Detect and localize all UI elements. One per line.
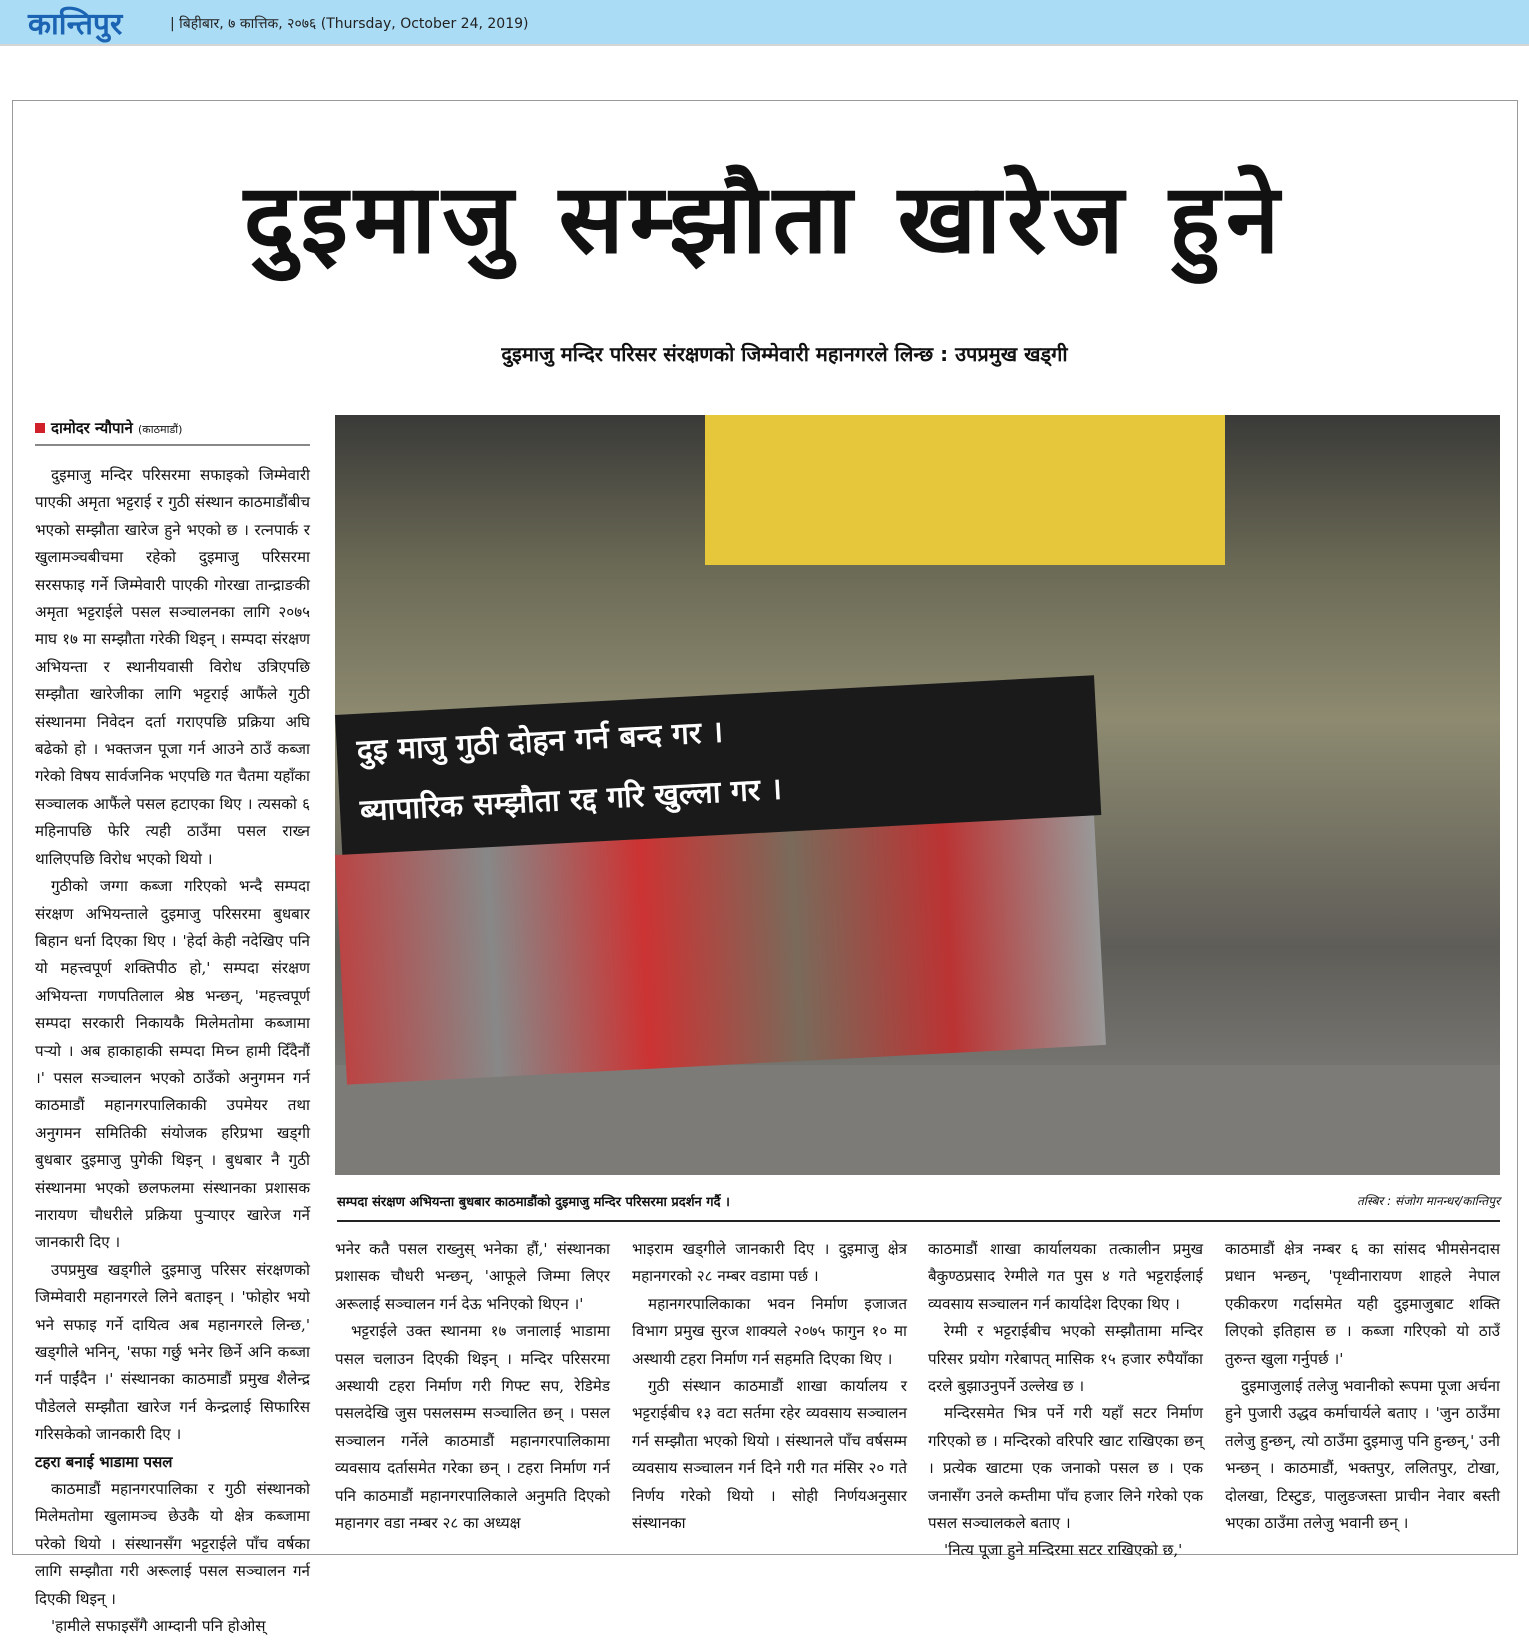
- newspaper-logo: कान्तिपुर: [28, 7, 123, 42]
- column-1: [35, 462, 310, 1640]
- paragraph: काठमाडौं महानगरपालिका र गुठी संस्थानको मिलेमतोमा खुलामञ्च छेउकै यो क्षेत्र कब्जामा परेको थियो । संस्थानसँग भट्टराईले पाँच वर्षका लागि सम्झौता गरी अरूलाई पसल सञ्चालन गर्न दिएकी थिइन् ।: [35, 1480, 310, 1608]
- paragraph: रेग्मी र भट्टराईबीच भएको सम्झौतामा मन्दिर परिसर प्रयोग गरेबापत् मासिक १५ हजार रुपैयाँका दरले बुझाउनुपर्ने उल्लेख छ ।: [928, 1322, 1203, 1396]
- paragraph: काठमाडौं शाखा कार्यालयका तत्कालीन प्रमुख बैकुण्ठप्रसाद रेग्मीले गत पुस ४ गते भट्टराईलाई व्यवसाय सञ्चालन गर्न कार्यादेश दिएका थिए ।: [928, 1240, 1203, 1313]
- subheading: टहरा बनाई भाडामा पसल: [35, 1452, 173, 1471]
- dateline: | बिहीबार, ७ कात्तिक, २०७६ (Thursday, October 24, 2019): [170, 16, 529, 32]
- author: दामोदर न्यौपाने: [51, 419, 133, 437]
- location: (काठमाडौं): [138, 423, 183, 436]
- publication-date: बिहीबार, ७ कात्तिक, २०७६ (Thursday, October 24, 2019): [179, 16, 529, 32]
- subheadline: दुइमाजु मन्दिर परिसर संरक्षणको जिम्मेवारी महानगरले लिन्छ : उपप्रमुख खड्गी: [501, 342, 1068, 366]
- column-3: [632, 1236, 907, 1537]
- yellow-awning: [705, 415, 1225, 565]
- photo-credit: तस्बिर : संजोग मानन्धर/कान्तिपुर: [1356, 1194, 1500, 1208]
- paragraph: काठमाडौं क्षेत्र नम्बर ६ का सांसद भीमसेनदास प्रधान भन्छन्, 'पृथ्वीनारायण शाहले नेपाल एकीकरण गर्दासमेत यही दुइमाजुबाट शक्ति लिएको इतिहास छ । कब्जा गरिएको यो ठाउँ तुरुन्त खुला गर्नुपर्छ ।': [1225, 1240, 1500, 1368]
- masthead-bar: [0, 0, 1529, 46]
- column-5: [1225, 1236, 1500, 1537]
- paragraph: भनेर कतै पसल राख्नुस् भनेका हौं,' संस्थानका प्रशासक चौधरी भन्छन्, 'आफूले जिम्मा लिएर अरूलाई सञ्चालन गर्न देऊ भनिएको थिएन ।': [335, 1240, 610, 1313]
- banner-photo-collage: [335, 815, 1106, 1084]
- paragraph: गुठीको जग्गा कब्जा गरिएको भन्दै सम्पदा संरक्षण अभियन्ताले दुइमाजु परिसरमा बुधबार बिहान धर्ना दिएका थिए । 'हेर्दा केही नदेखिए पनि यो महत्त्वपूर्ण शक्तिपीठ हो,' सम्पदा संरक्षण अभियन्ता गणपतिलाल श्रेष्ठ भन्छन्, 'महत्त्वपूर्ण सम्पदा सरकारी निकायकै मिलेमतोमा कब्जामा पर्‍यो । अब हाकाहाकी सम्पदा मिच्न हामी दिँदैनौं ।' पसल सञ्चालन भएको ठाउँको अनुगमन गर्न काठमाडौं महानगरपालिकाकी उपमेयर तथा अनुगमन समितिकी संयोजक हरिप्रभा खड्गी बुधबार दुइमाजु पुगेकी थिइन् । बुधबार नै गुठी संस्थानमा भएको छलफलमा संस्थानका प्रशासक नारायण चौधरीले प्रक्रिया पुर्‍याएर खारेज गर्ने जानकारी दिए ।: [35, 877, 310, 1252]
- headline: दुइमाजु सम्झौता खारेज हुने: [243, 162, 1286, 275]
- protest-banner: दुइ माजु गुठी दोहन गर्न बन्द गर । ब्यापारिक सम्झौता रद्द गरि खुल्ला गर ।: [335, 675, 1101, 855]
- photo-caption: सम्पदा संरक्षण अभियन्ता बुधबार काठमाडौंको दुइमाजु मन्दिर परिसरमा प्रदर्शन गर्दै । तस्बिर : संजोग मानन्धर/कान्तिपुर: [337, 1192, 1500, 1222]
- paragraph: दुइमाजु मन्दिर परिसरमा सफाइको जिम्मेवारी पाएकी अमृता भट्टराई र गुठी संस्थान काठमाडौंबीच भएको सम्झौता खारेज हुने भएको छ । रत्नपार्क र खुलामञ्चबीचमा रहेको दुइमाजु परिसरमा सरसफाइ गर्ने जिम्मेवारी पाएकी गोरखा तान्द्राङकी अमृता भट्टराईले पसल सञ्चालनका लागि २०७५ माघ १७ मा सम्झौता गरेकी थिइन् । सम्पदा संरक्षण अभियन्ता र स्थानीयवासी विरोध उत्रिएपछि सम्झौता खारेजीका लागि भट्टराई आफैंले गुठी संस्थानमा निवेदन दर्ता गराएपछि प्रक्रिया अघि बढेको हो । भक्तजन पूजा गर्न आउने ठाउँ कब्जा गरेको विषय सार्वजनिक भएपछि गत चैतमा यहाँका सञ्चालक आफैंले पसल हटाएका थिए । त्यसको ६ महिनापछि फेरि त्यही ठाउँमा पसल राख्न थालिएपछि विरोध भएको थियो ।: [35, 466, 310, 868]
- ground: [335, 1065, 1500, 1175]
- paragraph: 'हामीले सफाइसँगै आम्दानी पनि होओस्: [51, 1617, 266, 1636]
- paragraph: दुइमाजुलाई तलेजु भवानीको रूपमा पूजा अर्चना हुने पुजारी उद्धव कर्माचार्यले बताए । 'जुन ठाउँमा तलेजु हुन्छन्, त्यो ठाउँमा दुइमाजु पनि हुन्छन्,' उनी भन्छन् । काठमाडौं, भक्तपुर, ललितपुर, टोखा, दोलखा, टिस्टुङ, पालुङजस्ता प्राचीन नेवार बस्ती भएका ठाउँमा तलेजु भवानी छन् ।: [1225, 1377, 1500, 1533]
- paragraph: 'नित्य पूजा हुने मन्दिरमा सटर राखिएको छ,': [944, 1541, 1183, 1560]
- column-2: [335, 1236, 610, 1537]
- byline: [35, 418, 310, 446]
- protest-photo: [335, 415, 1500, 1175]
- paragraph: मन्दिरसमेत भित्र पर्ने गरी यहाँ सटर निर्माण गरिएको छ । मन्दिरको वरिपरि खाट राखिएका छन् । प्रत्येक खाटमा एक जनाको पसल छ । एक जनासँग उनले कम्तीमा पाँच हजार लिने गरेको एक पसल सञ्चालकले बताए ।: [928, 1404, 1203, 1533]
- column-4: [928, 1236, 1203, 1565]
- paragraph: महानगरपालिकाका भवन निर्माण इजाजत विभाग प्रमुख सुरज शाक्यले २०७५ फागुन १० मा अस्थायी टहरा निर्माण गर्न सहमति दिएका थिए ।: [632, 1294, 907, 1368]
- paragraph: गुठी संस्थान काठमाडौं शाखा कार्यालय र भट्टराईबीच १३ वटा सर्तमा रहेर व्यवसाय सञ्चालन गर्न सम्झौता भएको थियो । संस्थानले पाँच वर्षसम्म व्यवसाय सञ्चालन गर्न दिने गरी गत मंसिर २० गते निर्णय गरेको थियो । सोही निर्णयअनुसार संस्थानका: [632, 1377, 907, 1533]
- paragraph: उपप्रमुख खड्गीले दुइमाजु परिसर संरक्षणको जिम्मेवारी महानगरले लिने बताइन् । 'फोहोर भयो भने सफाइ गर्ने दायित्व अब महानगरले लिन्छ,' खड्गीले भनिन्, 'सफा गर्छु भनेर छिर्ने अनि कब्जा गर्न पाईंदैन ।' संस्थानका काठमाडौं प्रमुख शैलेन्द्र पौडेलले सम्झौता खारेज गर्न केन्द्रलाई सिफारिस गरिसकेको जानकारी दिए ।: [35, 1260, 310, 1444]
- red-square-icon: [35, 423, 45, 433]
- paragraph: भाइराम खड्गीले जानकारी दिए । दुइमाजु क्षेत्र महानगरको २८ नम्बर वडामा पर्छ ।: [632, 1240, 907, 1286]
- paragraph: भट्टराईले उक्त स्थानमा १७ जनालाई भाडामा पसल चलाउन दिएकी थिइन् । मन्दिर परिसरमा अस्थायी टहरा निर्माण गरी गिफ्ट सप, रेडिमेड पसलदेखि जुस पसलसम्म सञ्चालित छन् । पसल सञ्चालन गर्नेले काठमाडौं महानगरपालिकामा व्यवसाय दर्तासमेत गरेका छन् । टहरा निर्माण गर्न पनि काठमाडौं महानगरपालिकाले अनुमति दिएको महानगर वडा नम्बर २८ का अध्यक्ष: [335, 1322, 610, 1533]
